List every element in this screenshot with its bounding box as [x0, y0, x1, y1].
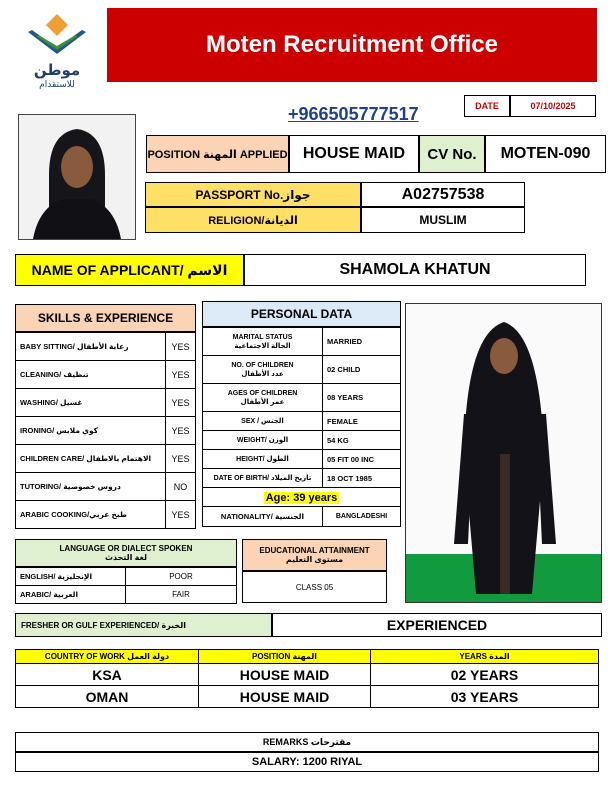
language-title — [15, 539, 237, 567]
personal-label — [203, 328, 323, 356]
passport-value: A02757538 — [361, 182, 525, 207]
person-portrait-icon — [19, 115, 135, 239]
personal-row — [203, 412, 401, 431]
applicant-photo-small — [18, 114, 136, 240]
language-value: POOR — [126, 568, 237, 586]
language-value: FAIR — [126, 586, 237, 604]
language-row — [16, 586, 237, 604]
person-fullbody-icon — [406, 304, 601, 602]
personal-value: 18 OCT 1985 — [323, 469, 401, 488]
personal-data-table — [202, 327, 401, 527]
personal-label — [203, 384, 323, 412]
personal-row — [203, 469, 401, 488]
logo-mark-icon — [22, 10, 92, 58]
nationality-row — [203, 507, 401, 527]
personal-label-ar: الحالة الاجتماعية — [234, 342, 291, 350]
personal-label — [203, 412, 323, 431]
personal-value: 54 KG — [323, 431, 401, 450]
personal-row — [203, 356, 401, 384]
skill-value: YES — [166, 445, 196, 473]
personal-label — [203, 469, 323, 488]
skill-value: YES — [166, 333, 196, 361]
religion-label: RELIGION/الديانة — [145, 207, 361, 233]
position-value: HOUSE MAID — [289, 135, 419, 173]
experience-label: FRESHER OR GULF EXPERIENCED/ الخبرة — [15, 613, 272, 637]
work-header-position: POSITION المهنة — [199, 650, 371, 664]
date-value: 07/10/2025 — [510, 95, 596, 117]
applicant-name-label: NAME OF APPLICANT/ الاسم — [15, 254, 244, 286]
nationality-label: NATIONALITY/ الجنسية — [203, 507, 323, 527]
skill-label: IRONING/ كوي ملابس — [16, 417, 166, 445]
date-label: DATE — [464, 95, 510, 117]
passport-label: PASSPORT No.جواز — [145, 182, 361, 207]
age-value: Age: 39 years — [265, 492, 338, 504]
work-cell: 03 YEARS — [371, 686, 599, 708]
skill-label: CLEANING/ تنظيف — [16, 361, 166, 389]
skill-label: CHILDREN CARE/ الاهتمام بالاطفال — [16, 445, 166, 473]
work-cell: OMAN — [16, 686, 199, 708]
language-label: ARABIC/ العربية — [16, 586, 126, 604]
personal-label-ar: عدد الأطفال — [241, 370, 284, 378]
experience-value: EXPERIENCED — [272, 613, 602, 637]
company-logo — [22, 10, 92, 88]
personal-label-en: WEIGHT/ الوزن — [236, 436, 289, 444]
personal-value: 02 CHILD — [323, 356, 401, 384]
skill-value: YES — [166, 417, 196, 445]
skill-label: TUTORING/ دروس خصوصية — [16, 473, 166, 501]
work-header-country: COUNTRY OF WORK دولة العمل — [16, 650, 199, 664]
personal-label-ar: عمر الأطفال — [240, 398, 285, 406]
page-title: Moten Recruitment Office — [107, 8, 597, 82]
religion-value: MUSLIM — [361, 207, 525, 233]
phone-number[interactable]: +966505777517 — [288, 104, 419, 124]
personal-label-en: SEX / الجنس — [241, 417, 284, 425]
education-title — [242, 539, 387, 571]
applicant-photo-full — [405, 303, 602, 603]
skills-title: SKILLS & EXPERIENCE — [15, 304, 196, 332]
skill-value: YES — [166, 361, 196, 389]
work-cell: HOUSE MAID — [199, 664, 371, 686]
personal-row — [203, 328, 401, 356]
work-row — [16, 664, 599, 686]
personal-label-en: AGES OF CHILDREN — [227, 389, 298, 397]
personal-value: MARRIED — [323, 328, 401, 356]
age-cell — [203, 488, 401, 507]
work-cell: 02 YEARS — [371, 664, 599, 686]
personal-label — [203, 356, 323, 384]
skill-value: YES — [166, 389, 196, 417]
skill-row — [16, 389, 196, 417]
education-value: CLASS 05 — [242, 571, 387, 603]
skill-label: BABY SITTING/ رعاية الأطفال — [16, 333, 166, 361]
cv-label: CV No. — [419, 135, 485, 173]
language-row — [16, 568, 237, 586]
personal-row — [203, 450, 401, 469]
logo-arabic-sub: للاستقدام — [39, 79, 75, 89]
salary-value: SALARY: 1200 RIYAL — [15, 752, 599, 772]
language-title-ar: لغة التحدث — [104, 553, 148, 562]
work-header-years: YEARS المدة — [371, 650, 599, 664]
skill-row — [16, 473, 196, 501]
skill-row — [16, 361, 196, 389]
work-cell: KSA — [16, 664, 199, 686]
personal-data-title: PERSONAL DATA — [202, 301, 401, 327]
cv-value: MOTEN-090 — [485, 135, 606, 173]
personal-label-en: HEIGHT/ الطول — [236, 455, 289, 463]
personal-value: FEMALE — [323, 412, 401, 431]
language-label: ENGLISH/ الإنجليزية — [16, 568, 126, 586]
personal-row — [203, 384, 401, 412]
personal-label-en: NO. OF CHILDREN — [231, 361, 294, 369]
skill-row — [16, 417, 196, 445]
skill-value: YES — [166, 501, 196, 529]
skill-row — [16, 501, 196, 529]
personal-label — [203, 431, 323, 450]
skill-value: NO — [166, 473, 196, 501]
personal-value: 08 YEARS — [323, 384, 401, 412]
position-label: POSITION المهنة APPLIED — [146, 135, 289, 173]
logo-arabic-name: موطن — [33, 62, 81, 79]
remarks-title: REMARKS مقترحات — [15, 732, 599, 752]
personal-label — [203, 450, 323, 469]
work-row — [16, 686, 599, 708]
education-title-en: EDUCATIONAL ATTAINMENT — [259, 546, 370, 555]
skill-row — [16, 333, 196, 361]
personal-label-en: MARITAL STATUS — [232, 333, 293, 341]
personal-row — [203, 431, 401, 450]
language-table — [15, 567, 237, 604]
applicant-name-value: SHAMOLA KHATUN — [244, 254, 586, 286]
age-row — [203, 488, 401, 507]
skills-table — [15, 332, 196, 529]
education-title-ar: مستوى التعليم — [285, 555, 344, 564]
nationality-value: BANGLADESHI — [323, 507, 401, 527]
skill-label: ARABIC COOKING/طبخ عربي — [16, 501, 166, 529]
personal-label-en: DATE OF BIRTH/ تاريخ الميلاد — [213, 474, 312, 482]
skill-row — [16, 445, 196, 473]
skill-label: WASHING/ غسيل — [16, 389, 166, 417]
work-cell: HOUSE MAID — [199, 686, 371, 708]
work-history-table — [15, 649, 599, 708]
personal-value: 05 FIT 00 INC — [323, 450, 401, 469]
language-title-en: LANGUAGE OR DIALECT SPOKEN — [59, 544, 193, 553]
